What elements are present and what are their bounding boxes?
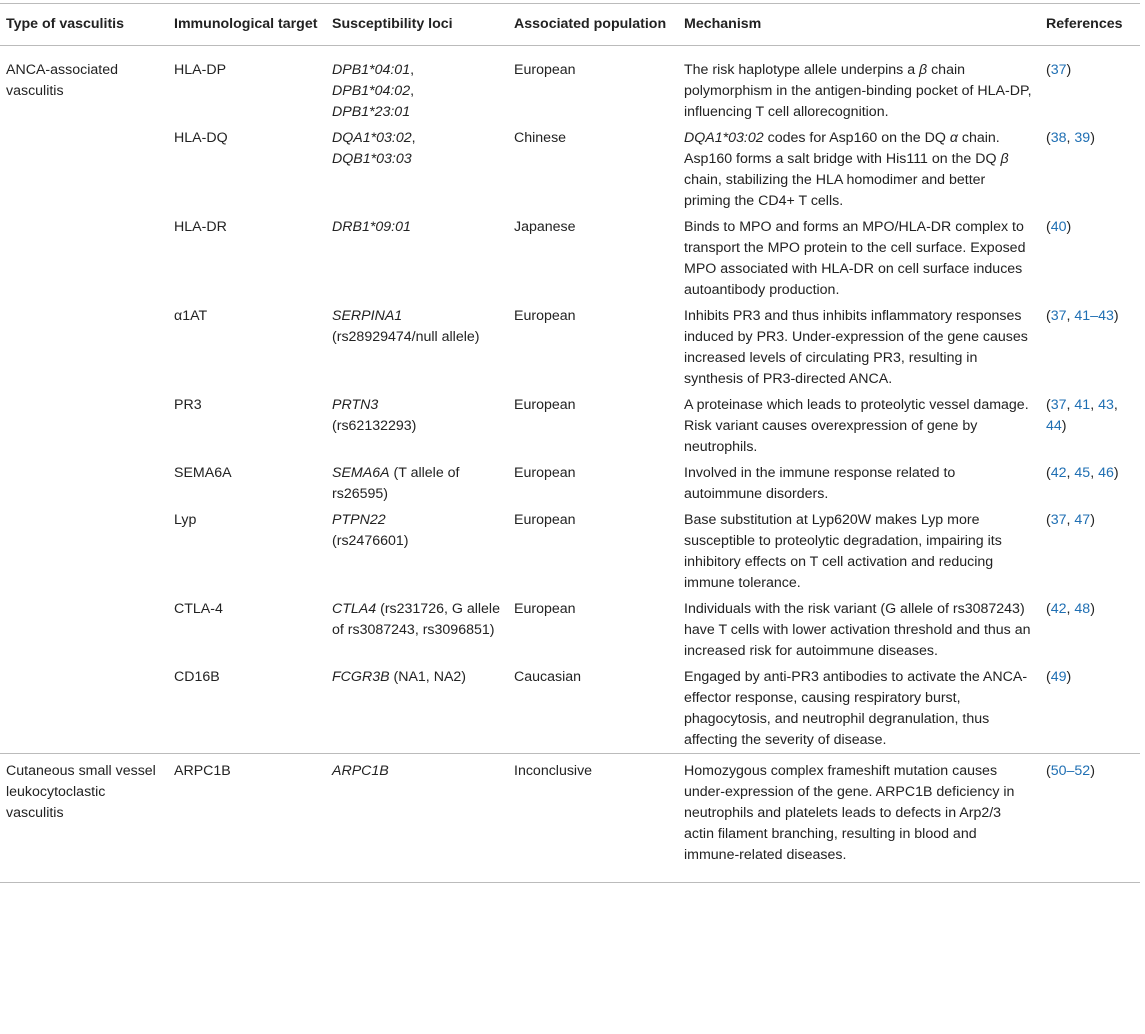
text-run: (rs231726, G allele of rs3087243, rs3096851) xyxy=(332,601,500,638)
cell-loci xyxy=(326,754,508,883)
text-run: (rs62132293) xyxy=(332,418,417,434)
text-run: codes for Asp160 on the DQ xyxy=(763,130,950,146)
reference-link[interactable]: 43 xyxy=(1098,397,1114,413)
text-run: A proteinase which leads to proteolytic vessel damage. Risk variant causes overexpression of gene by neutrophils. xyxy=(684,397,1029,455)
text-run: PTPN22 xyxy=(332,512,386,528)
cell-loci xyxy=(326,596,508,664)
cell-population: Chinese xyxy=(514,130,567,146)
text-run: , xyxy=(410,62,415,78)
cell-references: (37, 47) xyxy=(1046,512,1095,528)
reference-link[interactable]: 40 xyxy=(1050,219,1067,235)
table-row xyxy=(0,214,1140,303)
header-mechanism: Mechanism xyxy=(678,4,1040,46)
text-run: The risk haplotype allele underpins a xyxy=(684,62,920,78)
cell-target: CD16B xyxy=(174,669,220,685)
cell-population: European xyxy=(514,512,576,528)
text-run: (NA1, NA2) xyxy=(389,669,467,685)
cell-references: (40) xyxy=(1046,219,1072,235)
reference-link[interactable]: 37 xyxy=(1050,62,1067,78)
header-row xyxy=(0,4,1140,46)
cell-mechanism xyxy=(678,754,1040,883)
reference-link[interactable]: 48 xyxy=(1074,601,1091,617)
text-run: DPB1*04:02 xyxy=(332,83,411,99)
text-run: DPB1*04:01 xyxy=(332,62,411,78)
cell-type xyxy=(0,125,168,214)
header-type: Type of vasculitis xyxy=(0,4,168,46)
table-row xyxy=(0,596,1140,664)
text-run: SEMA6A xyxy=(332,465,390,481)
cell-population: European xyxy=(514,308,576,324)
header-references: References xyxy=(1040,4,1140,46)
cell-references: (37) xyxy=(1046,62,1072,78)
text-run: CTLA4 xyxy=(332,601,377,617)
text-run: DQB1*03:03 xyxy=(332,151,412,167)
cell-target: ARPC1B xyxy=(168,754,326,883)
table-row xyxy=(0,664,1140,754)
cell-mechanism xyxy=(678,303,1040,392)
table-row xyxy=(0,46,1140,126)
cell-mechanism xyxy=(678,460,1040,507)
cell-population: European xyxy=(514,62,576,78)
text-run: chain, stabilizing the HLA homodimer and better priming the CD4+ T cells. xyxy=(684,172,986,209)
table-header xyxy=(0,4,1140,46)
cell-mechanism xyxy=(678,46,1040,126)
table-row xyxy=(0,392,1140,460)
text-run: chain. Asp160 forms a salt bridge with His111 on the DQ xyxy=(684,130,1001,167)
text-run: α xyxy=(949,130,958,146)
cell-target: HLA-DR xyxy=(174,219,227,235)
cell-population: European xyxy=(514,465,576,481)
cell-type xyxy=(0,596,168,664)
cell-type xyxy=(0,303,168,392)
cell-population: European xyxy=(514,601,576,617)
cell-mechanism xyxy=(678,596,1040,664)
cell-target: PR3 xyxy=(174,397,202,413)
table-row xyxy=(0,754,1140,883)
reference-link[interactable]: 45 xyxy=(1074,465,1091,481)
text-run: Inhibits PR3 and thus inhibits inflammatory responses induced by PR3. Under-expression of the gene causes increased levels of circulating PR3, resulting in synthesis of PR3-directed ANCA. xyxy=(684,308,1028,387)
text-run: chain polymorphism in the antigen-binding pocket of HLA-DP, influencing T cell allorecognition. xyxy=(684,62,1032,120)
reference-link[interactable]: 46 xyxy=(1098,465,1114,481)
cell-mechanism xyxy=(678,125,1040,214)
reference-link[interactable]: 41–43 xyxy=(1074,308,1114,324)
cell-target: Lyp xyxy=(174,512,197,528)
reference-link[interactable]: 37 xyxy=(1050,308,1067,324)
reference-link[interactable]: 50–52 xyxy=(1050,763,1091,779)
cell-type xyxy=(0,392,168,460)
text-run: (rs2476601) xyxy=(332,533,409,549)
cell-type xyxy=(0,460,168,507)
text-run: , xyxy=(411,130,416,146)
reference-link[interactable]: 37 xyxy=(1050,397,1067,413)
cell-loci xyxy=(326,460,508,507)
reference-link[interactable]: 39 xyxy=(1074,130,1091,146)
cell-mechanism xyxy=(678,392,1040,460)
cell-mechanism xyxy=(678,664,1040,754)
text-run: Individuals with the risk variant (G allele of rs3087243) have T cells with lower activation threshold and thus an increased risk for autoimmune diseases. xyxy=(684,601,1031,659)
text-run: Binds to MPO and forms an MPO/HLA-DR complex to transport the MPO protein to the cell surface. Exposed MPO associated with HLA-DR on cell surface induces autoantibody production. xyxy=(684,219,1026,298)
cell-loci xyxy=(326,214,508,303)
text-run: β xyxy=(1000,151,1009,167)
cell-references: (38, 39) xyxy=(1046,130,1095,146)
table-body xyxy=(0,46,1140,883)
cell-references: (42, 45, 46) xyxy=(1046,465,1119,481)
cell-loci xyxy=(326,46,508,126)
reference-link[interactable]: 44 xyxy=(1046,418,1062,434)
vasculitis-table xyxy=(0,3,1140,883)
text-run: DQA1*03:02 xyxy=(684,130,764,146)
cell-references: (50–52) xyxy=(1040,754,1140,883)
header-loci: Susceptibility loci xyxy=(326,4,508,46)
cell-loci xyxy=(326,392,508,460)
reference-link[interactable]: 41 xyxy=(1074,397,1091,413)
text-run: β xyxy=(919,62,928,78)
cell-type: ANCA-associated vasculitis xyxy=(6,62,118,99)
reference-link[interactable]: 37 xyxy=(1050,512,1067,528)
table-row xyxy=(0,460,1140,507)
cell-mechanism xyxy=(678,507,1040,596)
cell-references: (42, 48) xyxy=(1046,601,1095,617)
text-run: PRTN3 xyxy=(332,397,379,413)
cell-target: CTLA-4 xyxy=(174,601,223,617)
text-run: SERPINA1 xyxy=(332,308,403,324)
reference-link[interactable]: 38 xyxy=(1050,130,1067,146)
cell-target: SEMA6A xyxy=(174,465,232,481)
table-row xyxy=(0,125,1140,214)
cell-target: HLA-DP xyxy=(174,62,227,78)
text-run: Homozygous complex frameshift mutation causes under-expression of the gene. ARPC1B deficiency in neutrophils and platelets leads to defects in Arp2/3 actin filament branching, resulting in blood and immune-related diseases. xyxy=(684,763,1015,863)
cell-population: Caucasian xyxy=(514,669,582,685)
reference-link[interactable]: 47 xyxy=(1074,512,1091,528)
reference-link[interactable]: 42 xyxy=(1050,601,1067,617)
text-run: (rs28929474/null allele) xyxy=(332,329,480,345)
cell-references: (37, 41–43) xyxy=(1046,308,1119,324)
cell-loci xyxy=(326,664,508,754)
text-run: DPB1*23:01 xyxy=(332,104,411,120)
text-run: Engaged by anti-PR3 antibodies to activate the ANCA-effector response, causing respiratory burst, phagocytosis, and neutrophil degranulation, thus affecting the severity of disease. xyxy=(684,669,1028,748)
table-row xyxy=(0,303,1140,392)
cell-type xyxy=(0,664,168,754)
cell-mechanism xyxy=(678,214,1040,303)
text-run: ARPC1B xyxy=(332,763,389,779)
text-run: DQA1*03:02 xyxy=(332,130,412,146)
cell-target: HLA-DQ xyxy=(174,130,228,146)
header-target: Immunological target xyxy=(168,4,326,46)
cell-loci xyxy=(326,303,508,392)
text-run: , xyxy=(410,83,415,99)
cell-population: European xyxy=(514,397,576,413)
header-population: Associated population xyxy=(508,4,678,46)
cell-type: Cutaneous small vessel leukocytoclastic vasculitis xyxy=(0,754,168,883)
reference-link[interactable]: 42 xyxy=(1050,465,1067,481)
table-row xyxy=(0,507,1140,596)
cell-loci xyxy=(326,125,508,214)
text-run: (T allele of rs26595) xyxy=(332,465,460,502)
reference-link[interactable]: 49 xyxy=(1050,669,1067,685)
cell-references: (37, 41, 43, 44) xyxy=(1046,397,1118,434)
cell-loci xyxy=(326,507,508,596)
cell-references: (49) xyxy=(1046,669,1072,685)
cell-type xyxy=(0,214,168,303)
cell-population: Inconclusive xyxy=(508,754,678,883)
cell-population: Japanese xyxy=(514,219,576,235)
cell-type xyxy=(0,507,168,596)
text-run: Base substitution at Lyp620W makes Lyp more susceptible to proteolytic degradation, impairing its inhibitory effects on T cell activation and reducing immune tolerance. xyxy=(684,512,1002,591)
text-run: DRB1*09:01 xyxy=(332,219,411,235)
text-run: FCGR3B xyxy=(332,669,390,685)
cell-target: α1AT xyxy=(174,308,208,324)
text-run: Involved in the immune response related to autoimmune disorders. xyxy=(684,465,956,502)
